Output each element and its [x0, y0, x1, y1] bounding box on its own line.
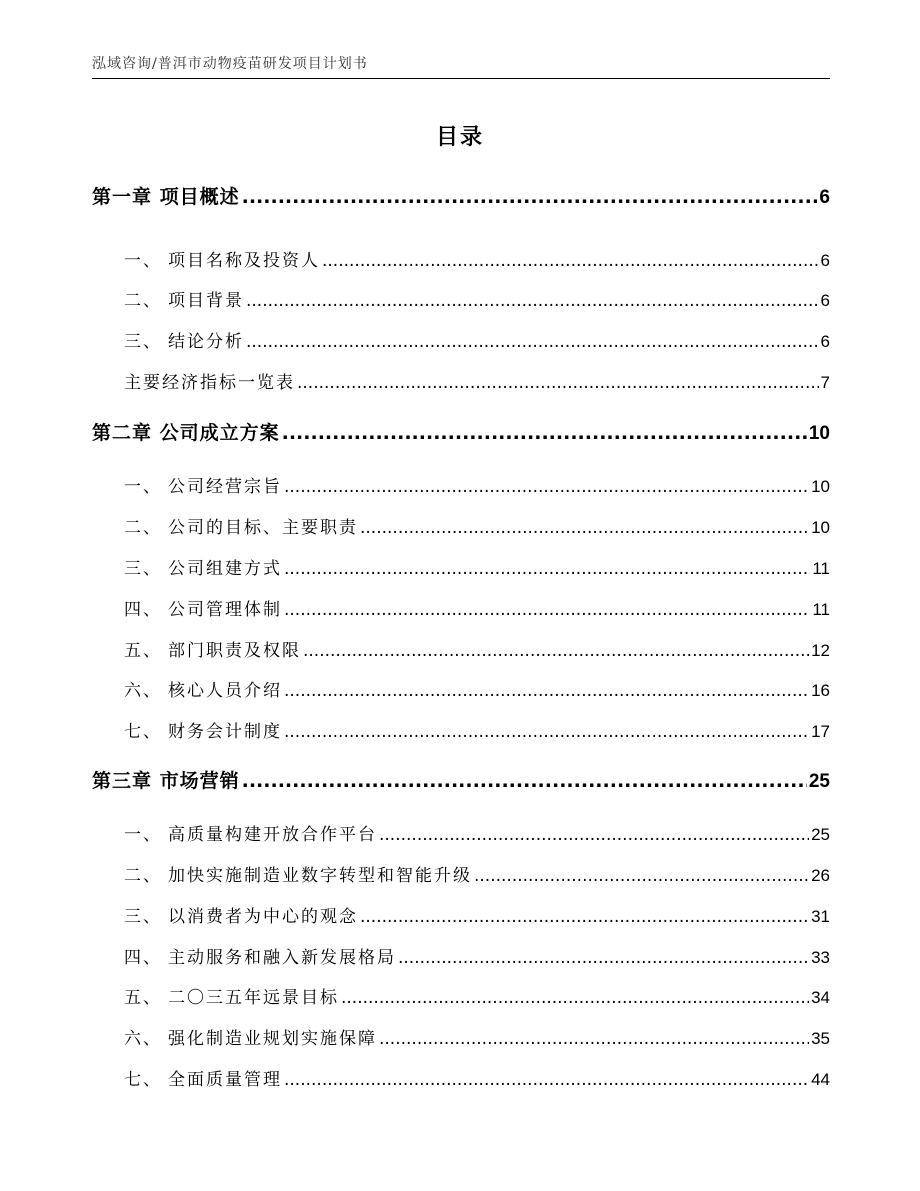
toc-entry-label: 强化制造业规划实施保障	[168, 1029, 377, 1049]
toc-page-number: 25	[808, 771, 830, 792]
dot-leader	[303, 641, 809, 661]
toc-entry[interactable]	[92, 676, 830, 702]
dot-leader	[284, 477, 809, 497]
toc-entry[interactable]	[92, 513, 830, 539]
toc-entry[interactable]	[92, 636, 830, 662]
toc-entry-label: 公司组建方式	[168, 559, 282, 579]
toc-page-number: 33	[811, 948, 830, 967]
toc-entry-label: 全面质量管理	[168, 1070, 282, 1090]
toc-entry-number: 三、	[124, 559, 162, 579]
toc-entry-number: 五、	[124, 641, 162, 661]
dot-leader	[284, 722, 809, 742]
toc-title: 目录	[435, 125, 484, 150]
dot-leader	[284, 559, 810, 579]
dot-leader	[322, 251, 819, 271]
toc-page-number: 26	[811, 866, 830, 885]
toc-page-number: 6	[819, 187, 830, 208]
toc-page-number: 25	[811, 825, 830, 844]
running-header: 泓域咨询/普洱市动物疫苗研发项目计划书	[92, 56, 368, 72]
toc-page-number: 10	[811, 477, 830, 496]
dot-leader	[360, 907, 809, 927]
toc-entry-number: 六、	[124, 1029, 162, 1049]
toc-chapter-3[interactable]	[92, 766, 830, 796]
toc-entry-label: 公司经营宗旨	[168, 477, 282, 497]
dot-leader	[284, 681, 809, 701]
toc-entry[interactable]	[92, 595, 830, 621]
toc-page-number: 34	[811, 988, 830, 1007]
dot-leader	[341, 988, 809, 1008]
toc-page-number: 6	[820, 251, 830, 270]
toc-entry-number: 七、	[124, 1070, 162, 1090]
dot-leader	[282, 422, 807, 444]
toc-entry-label: 主动服务和融入新发展格局	[168, 948, 396, 968]
dot-leader	[246, 332, 819, 352]
toc-entry-label: 核心人员介绍	[168, 681, 282, 701]
toc-entry-number: 四、	[124, 600, 162, 620]
toc-entry-number: 四、	[124, 948, 162, 968]
toc-page-number: 31	[811, 907, 830, 926]
dot-leader	[242, 770, 807, 792]
toc-entry-label: 项目名称及投资人	[168, 251, 320, 271]
toc-entry-label: 主要经济指标一览表	[124, 373, 295, 393]
toc-entry-label: 公司的目标、主要职责	[168, 518, 358, 538]
toc-page-number: 16	[811, 681, 830, 700]
toc-entry-label: 第二章 公司成立方案	[92, 422, 280, 444]
toc-entry[interactable]	[92, 554, 830, 580]
toc-entry-label: 结论分析	[168, 332, 244, 352]
toc-entry[interactable]	[92, 1024, 830, 1050]
toc-entry[interactable]	[92, 327, 830, 353]
toc-entry-number: 五、	[124, 988, 162, 1008]
toc-entry-label: 第一章 项目概述	[92, 186, 240, 208]
toc-page-number: 6	[820, 332, 830, 351]
toc-page-number: 17	[811, 722, 830, 741]
toc-chapter-1[interactable]	[92, 182, 830, 212]
dot-leader	[246, 291, 819, 311]
toc-entry-number: 六、	[124, 681, 162, 701]
toc-entry[interactable]	[92, 472, 830, 498]
toc-entry-number: 二、	[124, 518, 162, 538]
header-rule	[92, 78, 830, 79]
toc-page-number: 12	[811, 641, 830, 660]
toc-entry-number: 一、	[124, 477, 162, 497]
toc-entry[interactable]	[92, 983, 830, 1009]
toc-page-number: 11	[812, 559, 830, 578]
toc-entry-label: 公司管理体制	[168, 600, 282, 620]
toc-page-number: 10	[811, 518, 830, 537]
toc-page-number: 6	[820, 291, 830, 310]
toc-entry[interactable]	[92, 943, 830, 969]
toc-entry-label: 第三章 市场营销	[92, 770, 240, 792]
toc-entry[interactable]	[92, 861, 830, 887]
toc-page-number: 7	[820, 373, 830, 392]
toc-entry-number: 三、	[124, 332, 162, 352]
toc-entry-number: 一、	[124, 251, 162, 271]
toc-entry-number: 二、	[124, 866, 162, 886]
toc-entry-label: 加快实施制造业数字转型和智能升级	[168, 866, 472, 886]
toc-entry-number: 七、	[124, 722, 162, 742]
toc-entry[interactable]	[92, 246, 830, 272]
toc-entry[interactable]	[92, 820, 830, 846]
toc-entry-number: 一、	[124, 825, 162, 845]
toc-chapter-2[interactable]	[92, 418, 830, 448]
dot-leader	[379, 825, 809, 845]
dot-leader	[360, 518, 809, 538]
toc-page-number: 10	[808, 423, 830, 444]
toc-entry[interactable]	[92, 368, 830, 394]
toc-entry[interactable]	[92, 717, 830, 743]
toc-entry[interactable]	[92, 1065, 830, 1091]
dot-leader	[284, 1070, 809, 1090]
toc-entry-label: 部门职责及权限	[168, 641, 301, 661]
toc-entry-label: 二〇三五年远景目标	[168, 988, 339, 1008]
dot-leader	[398, 948, 809, 968]
toc-entry[interactable]	[92, 286, 830, 312]
dot-leader	[242, 186, 818, 208]
dot-leader	[297, 373, 819, 393]
dot-leader	[474, 866, 809, 886]
toc-page-number: 11	[812, 600, 830, 619]
toc-entry-number: 三、	[124, 907, 162, 927]
toc-entry-number: 二、	[124, 291, 162, 311]
toc-entry-label: 项目背景	[168, 291, 244, 311]
toc-entry[interactable]	[92, 902, 830, 928]
dot-leader	[284, 600, 810, 620]
toc-entry-label: 财务会计制度	[168, 722, 282, 742]
toc-page-number: 44	[811, 1070, 830, 1089]
toc-page-number: 35	[811, 1029, 830, 1048]
toc-entry-label: 高质量构建开放合作平台	[168, 825, 377, 845]
dot-leader	[379, 1029, 809, 1049]
toc-entry-label: 以消费者为中心的观念	[168, 907, 358, 927]
